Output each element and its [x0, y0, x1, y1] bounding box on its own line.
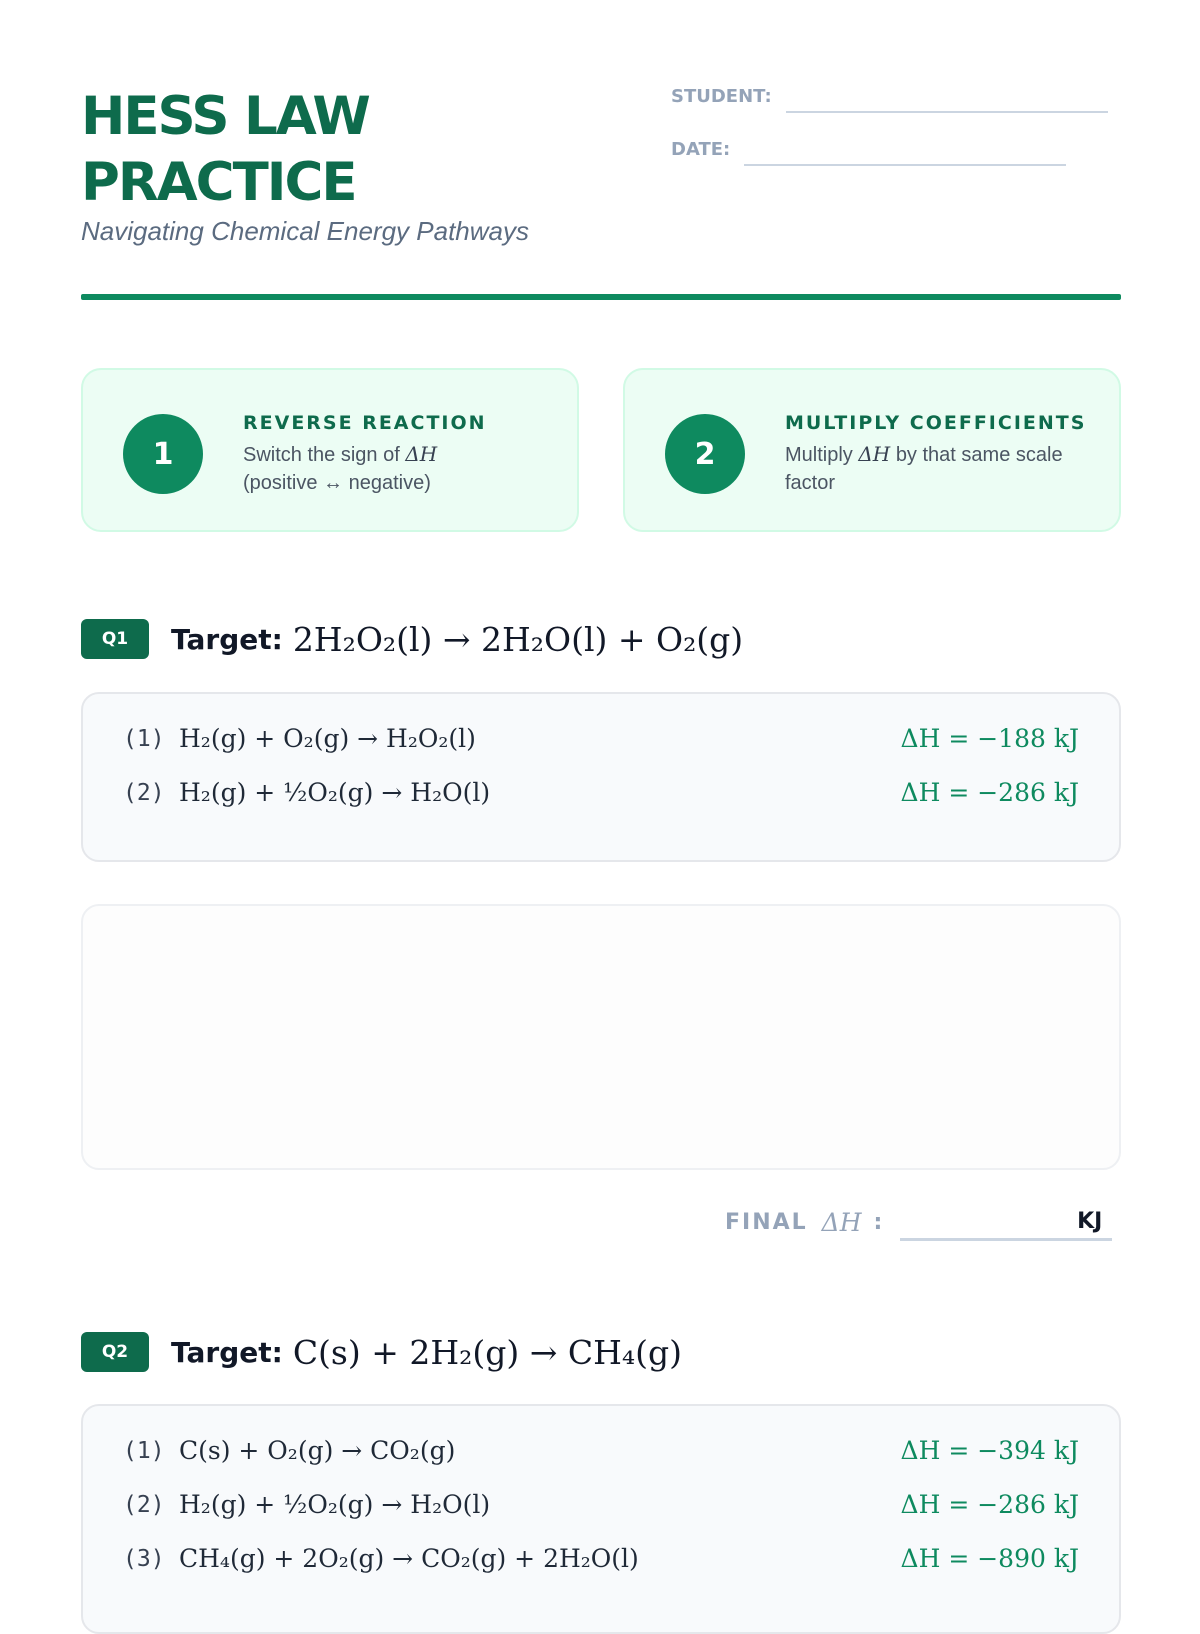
- student-label: STUDENT:: [671, 86, 772, 107]
- target-equation: 2H₂O₂(l) → 2H₂O(l) + O₂(g): [292, 619, 744, 659]
- rule-card-reverse: [81, 368, 579, 532]
- question-1-reactions: [81, 692, 1121, 862]
- page-subtitle: Navigating Chemical Energy Pathways: [81, 216, 529, 246]
- reaction-enthalpy: ΔH = −286 kJ: [900, 1490, 1079, 1519]
- header-divider: [81, 294, 1121, 300]
- rule-title: MULTIPLY COEFFICIENTS: [785, 412, 1087, 434]
- rule-number-badge: 2: [665, 414, 745, 494]
- question-badge: Q1: [81, 619, 149, 659]
- reaction-enthalpy: ΔH = −890 kJ: [900, 1544, 1079, 1573]
- reaction-row: [123, 778, 1079, 807]
- reaction-equation: H₂(g) + O₂(g) → H₂O₂(l): [179, 724, 476, 753]
- rule-description: Multiply ΔH by that same scale factor: [785, 442, 1063, 494]
- reaction-index: (1): [123, 1437, 165, 1464]
- reaction-equation: H₂(g) + ½O₂(g) → H₂O(l): [179, 778, 491, 807]
- reaction-row: [123, 724, 1079, 753]
- page-title: [81, 84, 369, 216]
- final-label: FINAL: [725, 1210, 808, 1235]
- target-label: Target:: [171, 1335, 283, 1369]
- reaction-row: [123, 1436, 1079, 1465]
- reaction-index: (3): [123, 1545, 165, 1572]
- final-delta-h-symbol: ΔH: [821, 1208, 862, 1237]
- reaction-equation: CH₄(g) + 2O₂(g) → CO₂(g) + 2H₂O(l): [179, 1544, 639, 1573]
- rule-card-multiply: [623, 368, 1121, 532]
- student-field: [671, 86, 1108, 107]
- final-answer-input[interactable]: [900, 1204, 1112, 1241]
- final-colon: :: [873, 1210, 883, 1235]
- reaction-equation: H₂(g) + ½O₂(g) → H₂O(l): [179, 1490, 491, 1519]
- question-1-header: [81, 619, 743, 659]
- reaction-equation: C(s) + O₂(g) → CO₂(g): [179, 1436, 456, 1465]
- rule-title: REVERSE REACTION: [243, 412, 487, 434]
- reaction-enthalpy: ΔH = −188 kJ: [900, 724, 1079, 753]
- question-1-final-answer: [725, 1204, 1112, 1241]
- target-equation: C(s) + 2H₂(g) → CH₄(g): [292, 1332, 683, 1372]
- target-label: Target:: [171, 622, 283, 656]
- date-input-line[interactable]: [744, 163, 1066, 166]
- final-unit: KJ: [1077, 1208, 1103, 1234]
- question-2-header: [81, 1332, 682, 1372]
- rule-description: Switch the sign of ΔH (positive ↔ negative): [243, 442, 438, 494]
- reaction-enthalpy: ΔH = −394 kJ: [900, 1436, 1079, 1465]
- title-line-2: PRACTICE: [81, 152, 356, 213]
- reaction-enthalpy: ΔH = −286 kJ: [900, 778, 1079, 807]
- date-label: DATE:: [671, 139, 731, 160]
- reaction-index: (2): [123, 779, 165, 806]
- date-field: [671, 139, 1066, 160]
- reaction-row: [123, 1490, 1079, 1519]
- title-line-1: HESS LAW: [81, 86, 369, 147]
- question-1-work-area[interactable]: [81, 904, 1121, 1170]
- student-input-line[interactable]: [786, 110, 1108, 113]
- reaction-index: (1): [123, 725, 165, 752]
- reaction-index: (2): [123, 1491, 165, 1518]
- rule-number-badge: 1: [123, 414, 203, 494]
- question-badge: Q2: [81, 1332, 149, 1372]
- reaction-row: [123, 1544, 1079, 1573]
